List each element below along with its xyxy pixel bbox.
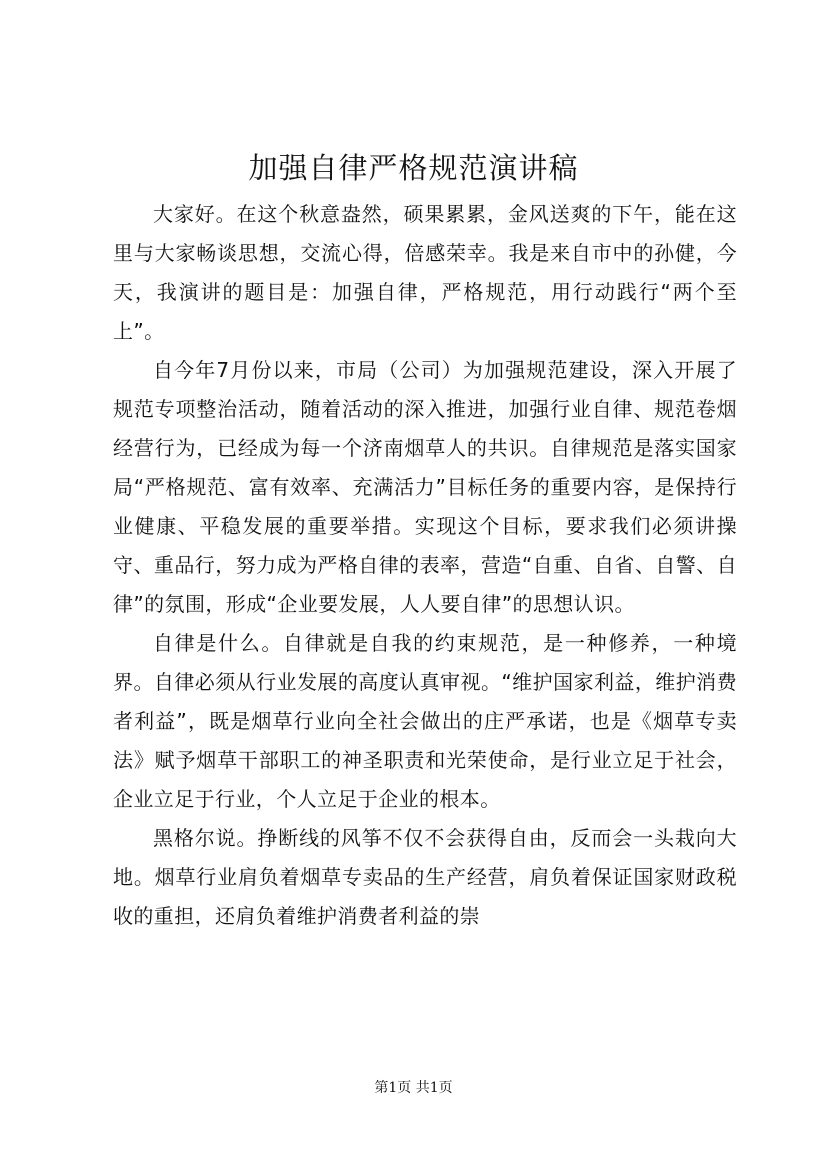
page-footer: 第1页 共1页 <box>374 1080 453 1096</box>
paragraph-hegel-quote: 黑格尔说。挣断线的风筝不仅不会获得自由，反而会一头栽向大地。烟草行业肩负着烟草专卖品的生产经营，肩负着保证国家财政税收的重担，还肩负着维护消费者利益的崇 <box>113 826 737 928</box>
document-title: 加强自律严格规范演讲稿 <box>248 151 579 185</box>
paragraph-greeting: 大家好。在这个秋意盎然，硕果累累，金风送爽的下午，能在这里与大家畅谈思想，交流心得，倍感荣幸。我是来自市中的孙健，今天，我演讲的题目是：加强自律，严格规范，用行动践行“两个至上”。 <box>113 202 737 343</box>
paragraph-background: 自今年7月份以来，市局（公司）为加强规范建设，深入开展了规范专项整治活动，随着活动的深入推进，加强行业自律、规范卷烟经营行为，已经成为每一个济南烟草人的共识。自律规范是落实国家局“严格规范、富有效率、充满活力”目标任务的重要内容，是保持行业健康、平稳发展的重要举措。实现这个目标，要求我们必须讲操守、重品行，努力成为严格自律的表率，营造“自重、自省、自警、自律”的氛围，形成“企业要发展，人人要自律”的思想认识。 <box>113 358 737 616</box>
paragraph-definition: 自律是什么。自律就是自我的约束规范，是一种修养，一种境界。自律必须从行业发展的高度认真审视。“维护国家利益，维护消费者利益”，既是烟草行业向全社会做出的庄严承诺，也是《烟草专卖法》赋予烟草干部职工的神圣职责和光荣使命，是行业立足于社会，企业立足于行业，个人立足于企业的根本。 <box>113 631 737 811</box>
document-body <box>113 195 737 936</box>
